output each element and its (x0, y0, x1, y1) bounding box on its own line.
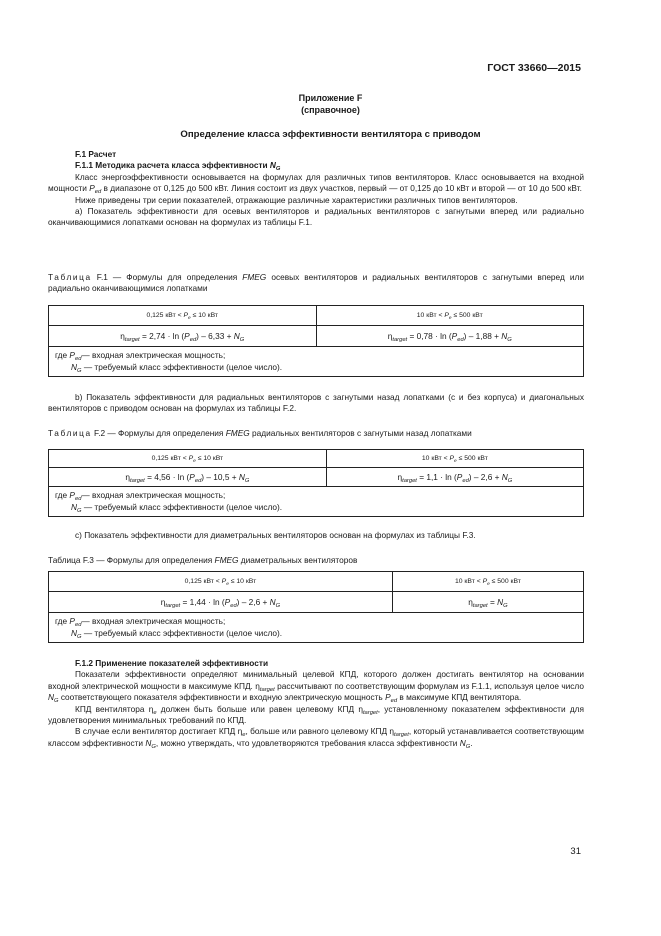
formula-cell: $\eta_{target} = 2,74 \cdot \ln (P_{ed}) - 6,33 + N_G$ (49, 326, 317, 347)
annex-heading (0, 92, 661, 116)
paragraph: В случае если вентилятор достигает КПД $\eta_e$, больше или равного целевому КПД $\eta_{target}$, который устанавливается соответствующим классом эффективности $N_G$, можно утверждать, что удовлетворяются требования класса эффективности $N_G$. (48, 726, 584, 750)
legend-ped: где $P_{ed}—$ входная электрическая мощность; (55, 616, 226, 628)
legend-ng: $N_G$ — требуемый класс эффективности (целое число). (71, 361, 283, 374)
legend-ped: где $P_{ed}—$ входная электрическая мощность; (55, 350, 226, 362)
legend-ng: $N_G$ — требуемый класс эффективности (целое число). (71, 501, 283, 514)
formula-cell: $\eta_{target} = 1,44 \cdot \ln (P_{ed}) - 2,6 + N_G$ (49, 592, 393, 613)
legend-cell (49, 487, 584, 517)
formula-cell: $\eta_{target} = 0,78 \cdot \ln (P_{ed}) - 1,88 + N_G$ (316, 326, 584, 347)
range-cell: 10 кВт < $P_e \le 500$ кВт (316, 306, 584, 326)
formula-cell: $\eta_{target} = 1,1 \cdot \ln (P_{ed}) - 2,6 + N_G$ (326, 468, 583, 487)
legend-ped: где $P_{ed}—$ входная электрическая мощность; (55, 490, 226, 502)
paragraph: КПД вентилятора $\eta_e$ должен быть больше или равен целевому КПД $\eta_{target}$, установленному показателем эффективности для удовлетворения минимальных требований по КПД. (48, 703, 585, 726)
section-f12-block (48, 658, 584, 749)
subsection-heading: F.1.1 Методика расчета класса эффективности $N_G$ (75, 160, 281, 173)
legend-cell (49, 613, 584, 643)
section-heading: F.1 Расчет (75, 149, 117, 159)
paragraph-b: b) Показатель эффективности для радиальных вентиляторов с загнутыми назад лопатками (с и без корпуса) и диагональных вентиляторов с приводом основан на формулах из таблицы F.2. (48, 392, 584, 414)
range-cell: 10 кВт < $P_e \le 500$ кВт (326, 450, 583, 468)
annex-subtitle: (справочное) (301, 105, 360, 115)
range-cell: 0,125 кВт < $P_e \le 10$ кВт (49, 572, 393, 592)
formula-table-f2 (48, 449, 584, 517)
table-caption: Таблица F.3 — Формулы для определения FMEG диаметральных вентиляторов (48, 555, 358, 565)
formula-cell: $\eta_{target} = N_G$ (392, 592, 583, 613)
formula-table-f3 (48, 571, 584, 643)
annex-title: Приложение F (298, 93, 363, 103)
paragraph: Класс энергоэффективности основывается на формулах для различных типов вентиляторов. Класс основывается на входной мощности $P_{ed}$ в диапазоне от 0,125 до 500 кВт. Линия состоит из двух участков, первый — от 0,125 до 10 кВт и второй — от 10 до 500 кВт. (48, 171, 584, 196)
range-cell: 10 кВт < $P_e \le 500$ кВт (392, 572, 583, 592)
section-f1-block (48, 149, 584, 229)
document-title: Определение класса эффективности вентилятора с приводом (180, 129, 481, 140)
range-cell: 0,125 кВт < $P_e \le 10$ кВт (49, 450, 327, 468)
legend-ng: $N_G$ — требуемый класс эффективности (целое число). (71, 627, 283, 640)
paragraph: Показатели эффективности определяют минимальный целевой КПД, которого должен достигать вентилятор на основании входной электрической мощности в максимуме КПД. $\eta_{target}$ рассчитывают по соответствующим формулам из F.1.1, используя целое число $N_G$ соответствующего показателя эффективности и входную электрическую мощность $P_{ed}$ в максимуме КПД вентилятора. (48, 669, 584, 705)
standard-number: ГОСТ 33660—2015 (487, 62, 581, 74)
page-number: 31 (570, 846, 581, 857)
table-caption: Таблица F.2 — Формулы для определения FMEG радиальных вентиляторов с загнутыми назад лопатками (48, 428, 472, 438)
range-cell: 0,125 кВт < $P_e \le 10$ кВт (49, 306, 317, 326)
paragraph: а) Показатель эффективности для осевых вентиляторов и радиальных вентиляторов с загнутыми вперед или радиально оканчивающимися лопатками основан на формулах из таблицы F.1. (48, 206, 584, 228)
formula-cell: $\eta_{target} = 4,56 \cdot \ln (P_{ed}) - 10,5 + N_G$ (49, 468, 327, 487)
paragraph: Ниже приведены три серии показателей, отражающие различные характеристики различных типов вентиляторов. (75, 194, 518, 205)
table-caption: Таблица F.1 — Формулы для определения FMEG осевых вентиляторов и радиальных вентиляторов с загнутыми вперед или радиально оканчивающимися лопатками (48, 272, 584, 294)
paragraph-c: с) Показатель эффективности для диаметральных вентиляторов основан на формулах из таблицы F.3. (75, 530, 476, 540)
legend-cell (49, 347, 584, 377)
subsection-heading: F.1.2 Применение показателей эффективности (75, 658, 269, 668)
formula-table-f1 (48, 305, 584, 377)
